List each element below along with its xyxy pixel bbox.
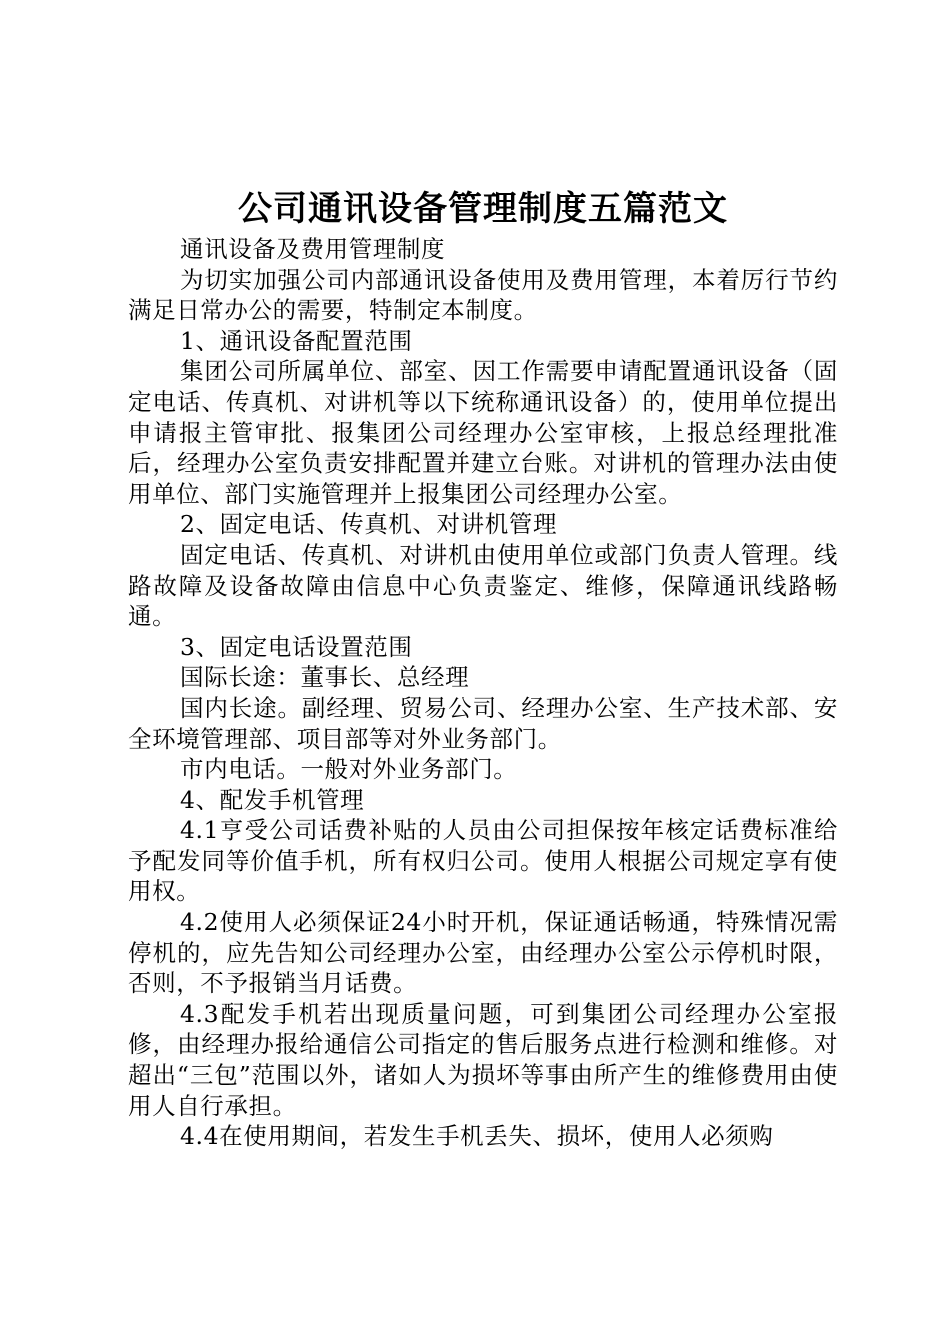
paragraph-heading-4: 4、配发手机管理: [180, 785, 365, 814]
paragraph-heading-3: 3、固定电话设置范围: [180, 632, 413, 661]
paragraph-heading-2: 2、固定电话、传真机、对讲机管理: [180, 510, 558, 539]
paragraph-device-management: 固定电话、传真机、对讲机由使用单位或部门负责人管理。线路故障及设备故障由信息中心负责鉴定、维修，保障通讯线路畅通。: [128, 540, 838, 631]
paragraph-heading-1: 1、通讯设备配置范围: [180, 326, 413, 355]
paragraph-section-heading: 通讯设备及费用管理制度: [180, 235, 446, 263]
paragraph-4-4: 4.4在使用期间，若发生手机丢失、损坏，使用人必须购: [180, 1122, 774, 1151]
paragraph-4-1: 4.1亨受公司话费补贴的人员由公司担保按年核定话费标准给予配发同等价值手机，所有权归公司。使用人根据公司规定享有使用权。: [128, 816, 838, 906]
document-page: [128, 186, 838, 1152]
paragraph-domestic: 国内长途。副经理、贸易公司、经理办公室、生产技术部、安全环境管理部、项目部等对外业务部门。: [128, 693, 838, 753]
paragraph-intro: 为切实加强公司内部通讯设备使用及费用管理，本着厉行节约满足日常办公的需要，特制定本制度。: [128, 265, 838, 325]
paragraph-config-scope: 集团公司所属单位、部室、因工作需要申请配置通讯设备（固定电话、传真机、对讲机等以下统称通讯设备）的，使用单位提出申请报主管审批、报集团公司经理办公室审核，上报总经理批准后，经理办公室负责安排配置并建立台账。对讲机的管理办法由使用单位、部门实施管理并上报集团公司经理办公室。: [128, 357, 838, 508]
paragraph-4-2: 4.2使用人必须保证24小时开机，保证通话畅通，特殊情况需停机的，应先告知公司经理办公室，由经理办公室公示停机时限，否则，不予报销当月话费。: [128, 908, 838, 998]
paragraph-4-3: 4.3配发手机若出现质量问题，可到集团公司经理办公室报修，由经理办报给通信公司指定的售后服务点进行检测和维修。对超出“三包”范围以外，诸如人为损坏等事由所产生的维修费用由使用人自行承担。: [128, 999, 838, 1120]
paragraph-local: 市内电话。一般对外业务部门。: [180, 755, 518, 784]
paragraph-international: 国际长途：董事长、总经理: [180, 663, 470, 692]
document-title: 公司通讯设备管理制度五篇范文: [238, 189, 728, 229]
